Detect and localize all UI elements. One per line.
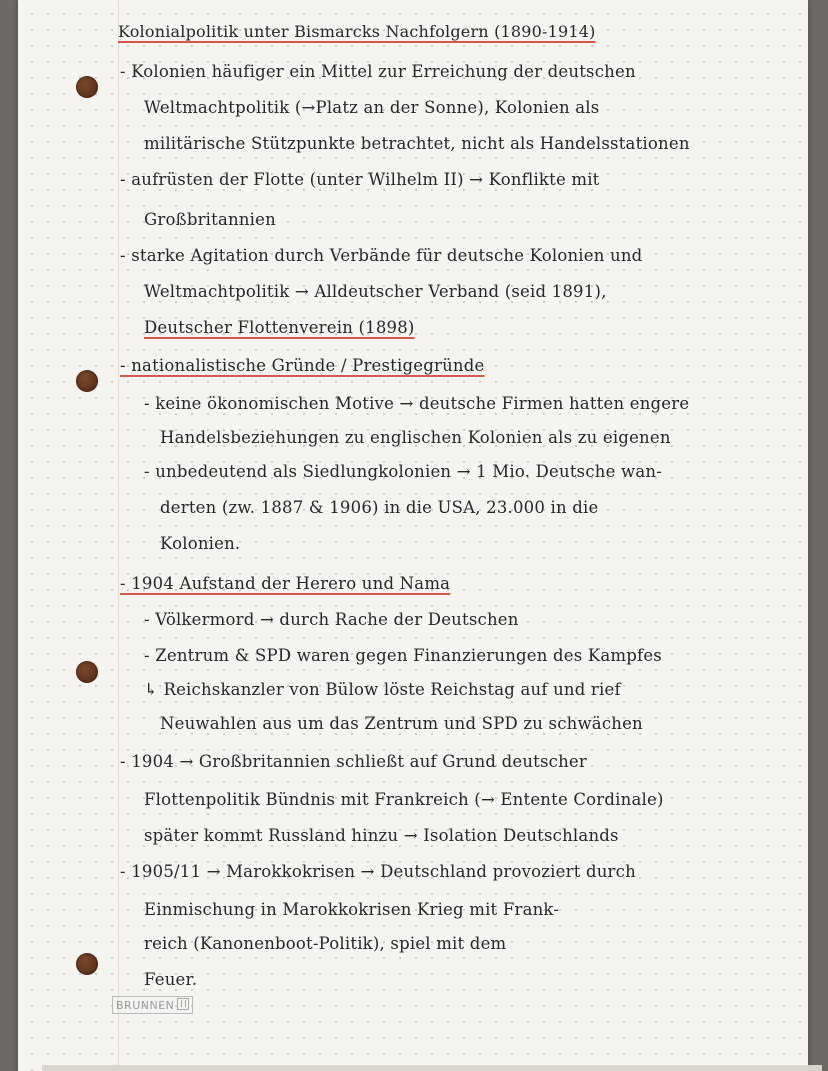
note-line: Weltmachtpolitik (→Platz an der Sonne), Kolonien als — [144, 98, 600, 117]
punch-hole — [76, 953, 98, 975]
note-line: - starke Agitation durch Verbände für deutsche Kolonien und — [120, 246, 643, 265]
margin-line — [118, 0, 119, 1071]
note-line: Feuer. — [144, 970, 198, 989]
note-line: Neuwahlen aus um das Zentrum und SPD zu schwächen — [160, 714, 643, 733]
note-line: - Kolonien häufiger ein Mittel zur Erreichung der deutschen — [120, 62, 636, 81]
note-line: - 1905/11 → Marokkokrisen → Deutschland provoziert durch — [120, 862, 636, 881]
punch-hole — [76, 661, 98, 683]
note-line: - Zentrum & SPD waren gegen Finanzierungen des Kampfes — [144, 646, 662, 665]
note-line: Deutscher Flottenverein (1898) — [144, 318, 415, 337]
note-line: ↳ Reichskanzler von Bülow löste Reichstag auf und rief — [144, 680, 621, 699]
section-heading: - nationalistische Gründe / Prestigegründe — [120, 356, 485, 375]
brand-logo — [112, 996, 193, 1014]
note-line: Kolonien. — [160, 534, 241, 553]
note-line: reich (Kanonenboot-Politik), spiel mit dem — [144, 934, 507, 953]
note-line: Einmischung in Marokkokrisen Krieg mit Frank- — [144, 900, 560, 919]
note-line: derten (zw. 1887 & 1906) in die USA, 23.000 in die — [160, 498, 599, 517]
brand-mark-icon — [177, 998, 189, 1010]
note-line: - 1904 → Großbritannien schließt auf Grund deutscher — [120, 752, 587, 771]
page-bottom-edge — [42, 1065, 822, 1071]
brand-label: BRUNNEN — [116, 999, 175, 1012]
note-line: militärische Stützpunkte betrachtet, nicht als Handelsstationen — [144, 134, 690, 153]
note-line: Handelsbeziehungen zu englischen Kolonien als zu eigenen — [160, 428, 671, 447]
note-line: Flottenpolitik Bündnis mit Frankreich (→ Entente Cordinale) — [144, 790, 664, 809]
section-heading: - 1904 Aufstand der Herero und Nama — [120, 574, 451, 593]
note-line: später kommt Russland hinzu → Isolation Deutschlands — [144, 826, 619, 845]
note-line: - unbedeutend als Siedlungkolonien → 1 Mio. Deutsche wan- — [144, 462, 662, 481]
note-line: - Völkermord → durch Rache der Deutschen — [144, 610, 519, 629]
note-line: Großbritannien — [144, 210, 276, 229]
note-line: - aufrüsten der Flotte (unter Wilhelm II) → Konflikte mit — [120, 170, 600, 189]
page-title: Kolonialpolitik unter Bismarcks Nachfolgern (1890-1914) — [118, 22, 596, 41]
punch-hole — [76, 76, 98, 98]
note-line: - keine ökonomischen Motive → deutsche Firmen hatten engere — [144, 394, 690, 413]
note-line: Weltmachtpolitik → Alldeutscher Verband (seid 1891), — [144, 282, 607, 301]
punch-hole — [76, 370, 98, 392]
